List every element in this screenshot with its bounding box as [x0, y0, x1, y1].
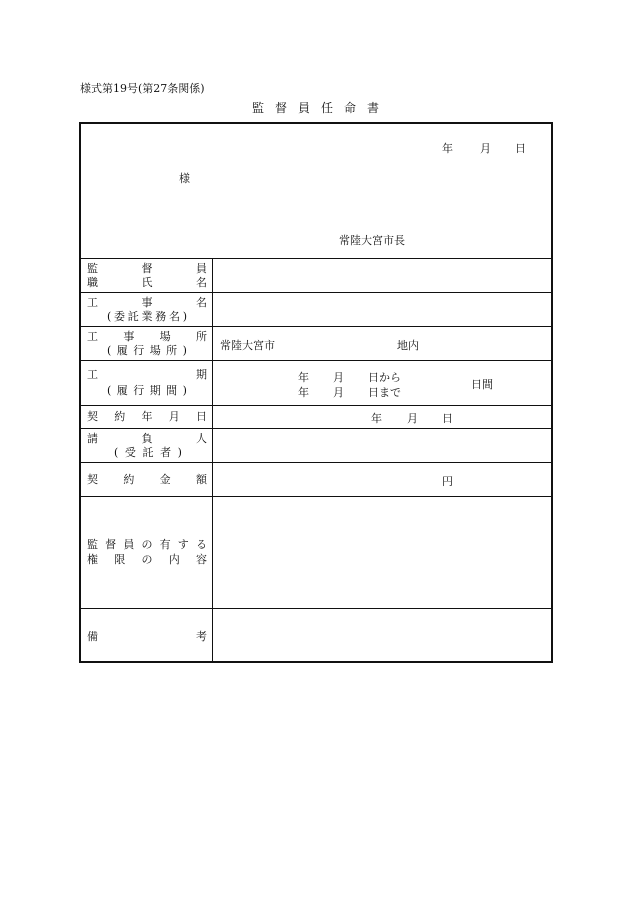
label-paren [107, 310, 187, 323]
label-char: ( [107, 344, 112, 357]
issue-year-label: 年 [442, 142, 453, 155]
label-char: 額 [195, 473, 207, 486]
label-char: 所 [166, 344, 178, 357]
label-char: 約 [114, 410, 126, 423]
contract-year: 年 [371, 412, 382, 425]
label-char: 業 [141, 310, 153, 323]
label-char: 監 [87, 538, 98, 551]
row-site [81, 326, 551, 360]
document-title: 監督員任命書 [251, 101, 390, 115]
period-days: 日間 [471, 378, 493, 391]
label-char: 所 [195, 330, 207, 343]
issuer-name: 常陸大宮市長 [339, 234, 405, 247]
label-char: 月 [168, 410, 180, 423]
row-period [81, 360, 551, 405]
label-spread [87, 410, 207, 423]
label-char: 名 [168, 310, 180, 323]
label-char: 履 [116, 384, 128, 397]
label-char: 員 [123, 538, 135, 551]
label-contractor [81, 429, 213, 462]
label-char: 履 [116, 344, 128, 357]
period-end-year: 年 [298, 386, 309, 399]
label-char: 内 [168, 553, 180, 566]
label-char: 場 [159, 330, 171, 343]
issue-day-label: 日 [515, 142, 526, 155]
label-char: ) [182, 310, 187, 323]
label-spread [87, 553, 207, 566]
label-spread [87, 473, 207, 486]
amount-unit: 円 [442, 475, 453, 488]
label-contract-date [81, 406, 213, 428]
label-paren [107, 344, 187, 357]
label-char: の [141, 538, 153, 551]
form-table [79, 122, 553, 663]
label-spread [87, 368, 207, 381]
label-char: 工 [87, 330, 98, 343]
label-project [81, 293, 213, 326]
label-paren [114, 446, 182, 459]
label-spread [87, 432, 207, 445]
label-char: ( [107, 384, 112, 397]
label-char: 職 [87, 276, 98, 289]
label-char: ( [107, 310, 112, 323]
header-area [81, 124, 551, 258]
period-start-day: 日から [368, 371, 401, 384]
period-start-year: 年 [298, 371, 309, 384]
label-paren [107, 384, 187, 397]
label-char: す [177, 538, 189, 551]
addressee-suffix: 様 [179, 172, 190, 185]
label-char: 期 [149, 384, 161, 397]
label-spread [87, 330, 207, 343]
label-char: 限 [114, 553, 126, 566]
label-authority [81, 497, 213, 608]
label-char: 日 [196, 410, 207, 423]
label-supervisor [81, 259, 213, 292]
label-char: 受 [124, 446, 136, 459]
label-char: 事 [141, 296, 153, 309]
contract-month: 月 [407, 412, 418, 425]
label-spread [87, 296, 207, 309]
label-char: 負 [141, 432, 153, 445]
label-char: 有 [159, 538, 171, 551]
label-char: ) [182, 344, 187, 357]
label-char: 委 [114, 310, 126, 323]
label-char: 監 [87, 262, 98, 275]
label-char: 名 [196, 276, 207, 289]
label-char: 契 [87, 410, 98, 423]
row-contract-date [81, 405, 551, 428]
label-char: 請 [87, 432, 98, 445]
label-char: ) [182, 384, 187, 397]
label-char: 金 [159, 473, 171, 486]
row-contractor [81, 428, 551, 462]
label-char: 備 [87, 630, 98, 643]
label-spread [87, 276, 207, 289]
label-char: ) [177, 446, 182, 459]
label-char: 行 [133, 344, 145, 357]
label-period [81, 361, 213, 405]
label-char: 託 [142, 446, 154, 459]
label-char: 容 [196, 553, 207, 566]
label-char: 期 [196, 368, 207, 381]
form-number: 様式第19号(第27条関係) [80, 82, 205, 95]
label-char: 事 [123, 330, 135, 343]
label-char: 考 [196, 630, 207, 643]
label-char: ( [114, 446, 119, 459]
label-spread [87, 630, 207, 643]
label-char: の [141, 553, 153, 566]
label-char: 権 [87, 553, 98, 566]
period-end-day: 日まで [368, 386, 401, 399]
site-suffix: 地内 [397, 339, 419, 352]
label-char: 督 [141, 262, 153, 275]
issue-month-label: 月 [480, 142, 491, 155]
label-char: 約 [123, 473, 135, 486]
label-char: 務 [155, 310, 167, 323]
period-start-month: 月 [333, 371, 344, 384]
row-supervisor [81, 258, 551, 292]
label-amount [81, 463, 213, 496]
contract-day: 日 [442, 412, 453, 425]
label-char: る [195, 538, 207, 551]
label-char: 督 [105, 538, 117, 551]
label-char: 場 [149, 344, 161, 357]
label-char: 年 [141, 410, 153, 423]
period-end-month: 月 [333, 386, 344, 399]
row-authority [81, 496, 551, 608]
label-char: 員 [196, 262, 207, 275]
label-char: 工 [87, 368, 98, 381]
site-city: 常陸大宮市 [220, 339, 275, 352]
label-char: 行 [133, 384, 145, 397]
row-remarks [81, 608, 551, 663]
label-char: 託 [127, 310, 139, 323]
label-char: 氏 [141, 276, 153, 289]
label-site [81, 327, 213, 360]
label-char: 工 [87, 296, 98, 309]
label-remarks [81, 609, 213, 663]
label-char: 契 [87, 473, 98, 486]
row-project [81, 292, 551, 326]
row-amount [81, 462, 551, 496]
label-char: 人 [196, 432, 207, 445]
label-char: 者 [160, 446, 172, 459]
label-char: 名 [196, 296, 207, 309]
label-spread [87, 538, 207, 551]
label-char: 間 [166, 384, 178, 397]
label-spread [87, 262, 207, 275]
